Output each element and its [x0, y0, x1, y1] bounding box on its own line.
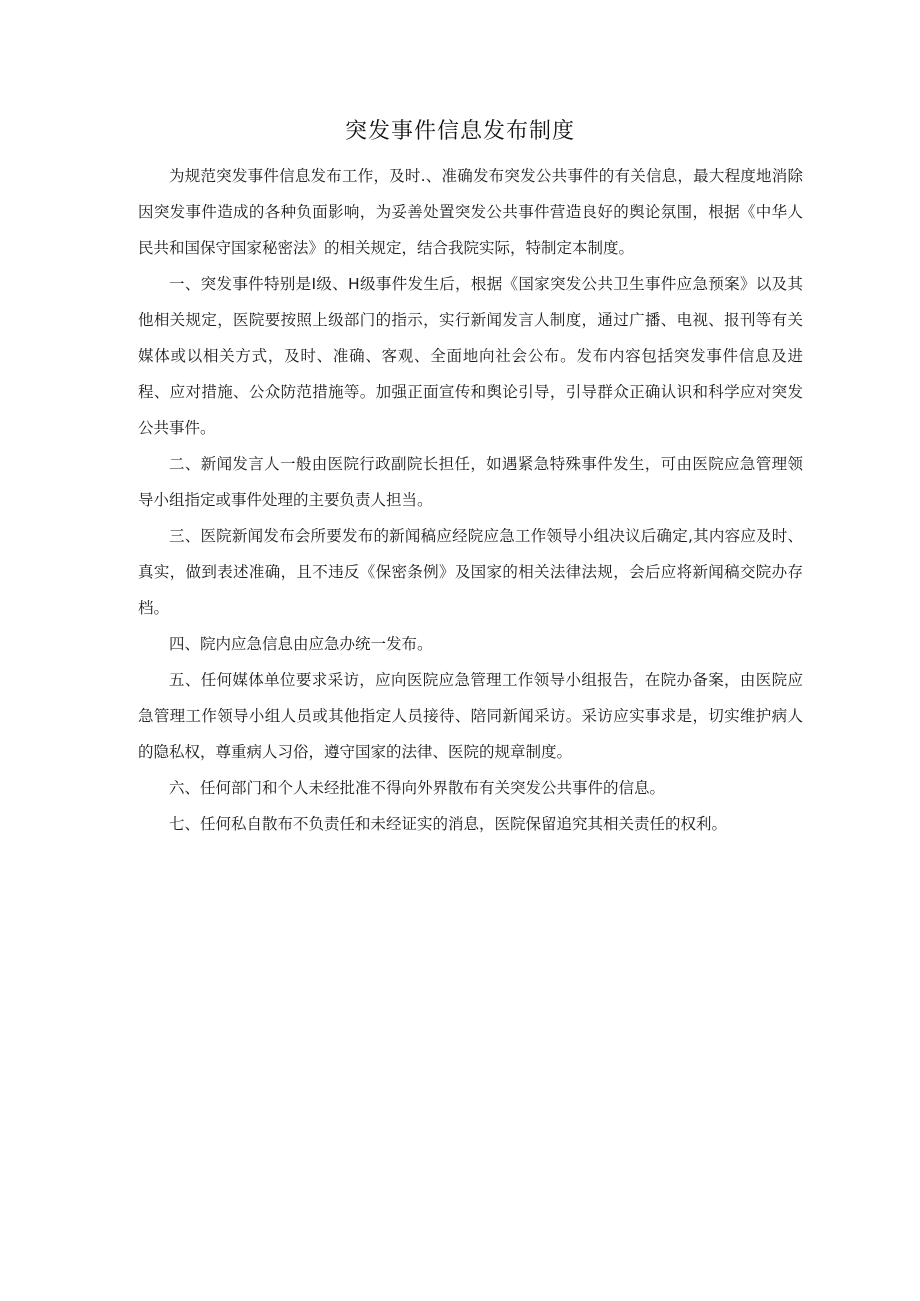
- paragraph-article-5: 五、任何媒体单位要求采访，应向医院应急管理工作领导小组报告，在院办备案，由医院应急管理工作领导小组人员或其他指定人员接待、陪同新闻采访。采访应实事求是，切实维护病人的隐私权，尊重病人习俗，遵守国家的法律、医院的规章制度。: [138, 671, 803, 761]
- paragraph-article-6: 六、任何部门和个人未经批准不得向外界散布有关突发公共事件的信息。: [169, 779, 666, 797]
- paragraph-article-3: 三、医院新闻发布会所要发布的新闻稿应经院应急工作领导小组决议后确定,其内容应及时、真实，做到表述准确，且不违反《保密条例》及国家的相关法律法规，会后应将新闻稿交院办存档。: [138, 527, 803, 617]
- document-title: 突发事件信息发布制度: [344, 119, 575, 144]
- paragraph-preamble: 为规范突发事件信息发布工作，及时.、准确发布突发公共事件的有关信息，最大程度地消除因突发事件造成的各种负面影响，为妥善处置突发公共事件营造良好的舆论氛围，根据《中华人民共和国保守国家秘密法》的相关规定，结合我院实际，特制定本制度。: [138, 167, 803, 257]
- paragraph-article-4: 四、院内应急信息由应急办统一发布。: [169, 635, 433, 653]
- paragraph-article-2: 二、新闻发言人一般由医院行政副院长担任，如遇紧急特殊事件发生，可由医院应急管理领导小组指定或事件处理的主要负责人担当。: [138, 455, 803, 509]
- paragraph-article-7: 七、任何私自散布不负责任和未经证实的消息，医院保留追究其相关责任的权利。: [169, 815, 728, 833]
- document-body: [138, 158, 803, 842]
- paragraph-article-1: 一、突发事件特别是Ⅰ级、H级事件发生后，根据《国家突发公共卫生事件应急预案》以及其他相关规定，医院要按照上级部门的指示，实行新闻发言人制度，通过广播、电视、报刊等有关媒体或以相关方式，及时、准确、客观、全面地向社会公布。发布内容包括突发事件信息及进程、应对措施、公众防范措施等。加强正面宣传和舆论引导，引导群众正确认识和科学应对突发公共事件。: [138, 275, 803, 437]
